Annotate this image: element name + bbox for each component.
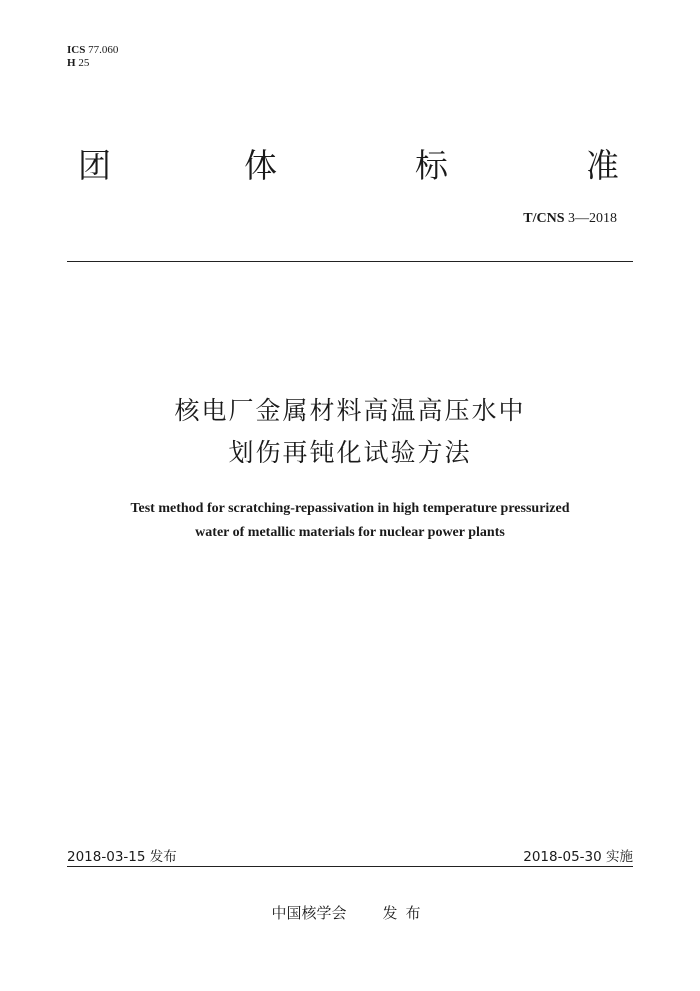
standard-type-char: 体 <box>244 146 277 185</box>
implementation-date: 2018-05-30 实施 <box>523 849 633 865</box>
publisher-name: 中国核学会 <box>271 904 347 922</box>
standard-number-prefix: T/CNS <box>523 211 565 226</box>
chinese-title-line1: 核电厂金属材料高温高压水中 <box>174 396 526 425</box>
standard-type-char: 团 <box>78 146 111 185</box>
english-title-line2: water of metallic materials for nuclear power plants <box>195 525 505 540</box>
standard-number <box>523 211 617 227</box>
ccs-code: 25 <box>78 57 90 69</box>
standard-type-heading <box>78 144 624 188</box>
ccs-label: H <box>67 57 76 69</box>
ccs-line <box>67 57 118 70</box>
english-title-line1: Test method for scratching-repassivation in high temperature pressurized <box>130 501 570 516</box>
chinese-title-line2: 划伤再钝化试验方法 <box>228 438 472 467</box>
standard-type-char: 标 <box>415 146 448 185</box>
ics-code: 77.060 <box>88 44 119 56</box>
chinese-title <box>0 390 700 474</box>
standard-type-char: 准 <box>586 146 619 185</box>
publisher-verb: 发布 <box>382 904 429 922</box>
ics-line <box>67 44 118 57</box>
english-title <box>0 497 700 545</box>
standard-number-value: 3—2018 <box>568 211 617 226</box>
issue-date: 2018-03-15 发布 <box>67 849 177 865</box>
publisher-line <box>0 902 700 923</box>
top-divider <box>67 261 633 262</box>
classification-codes <box>67 44 118 70</box>
ics-label: ICS <box>67 44 86 56</box>
bottom-divider <box>67 866 633 867</box>
